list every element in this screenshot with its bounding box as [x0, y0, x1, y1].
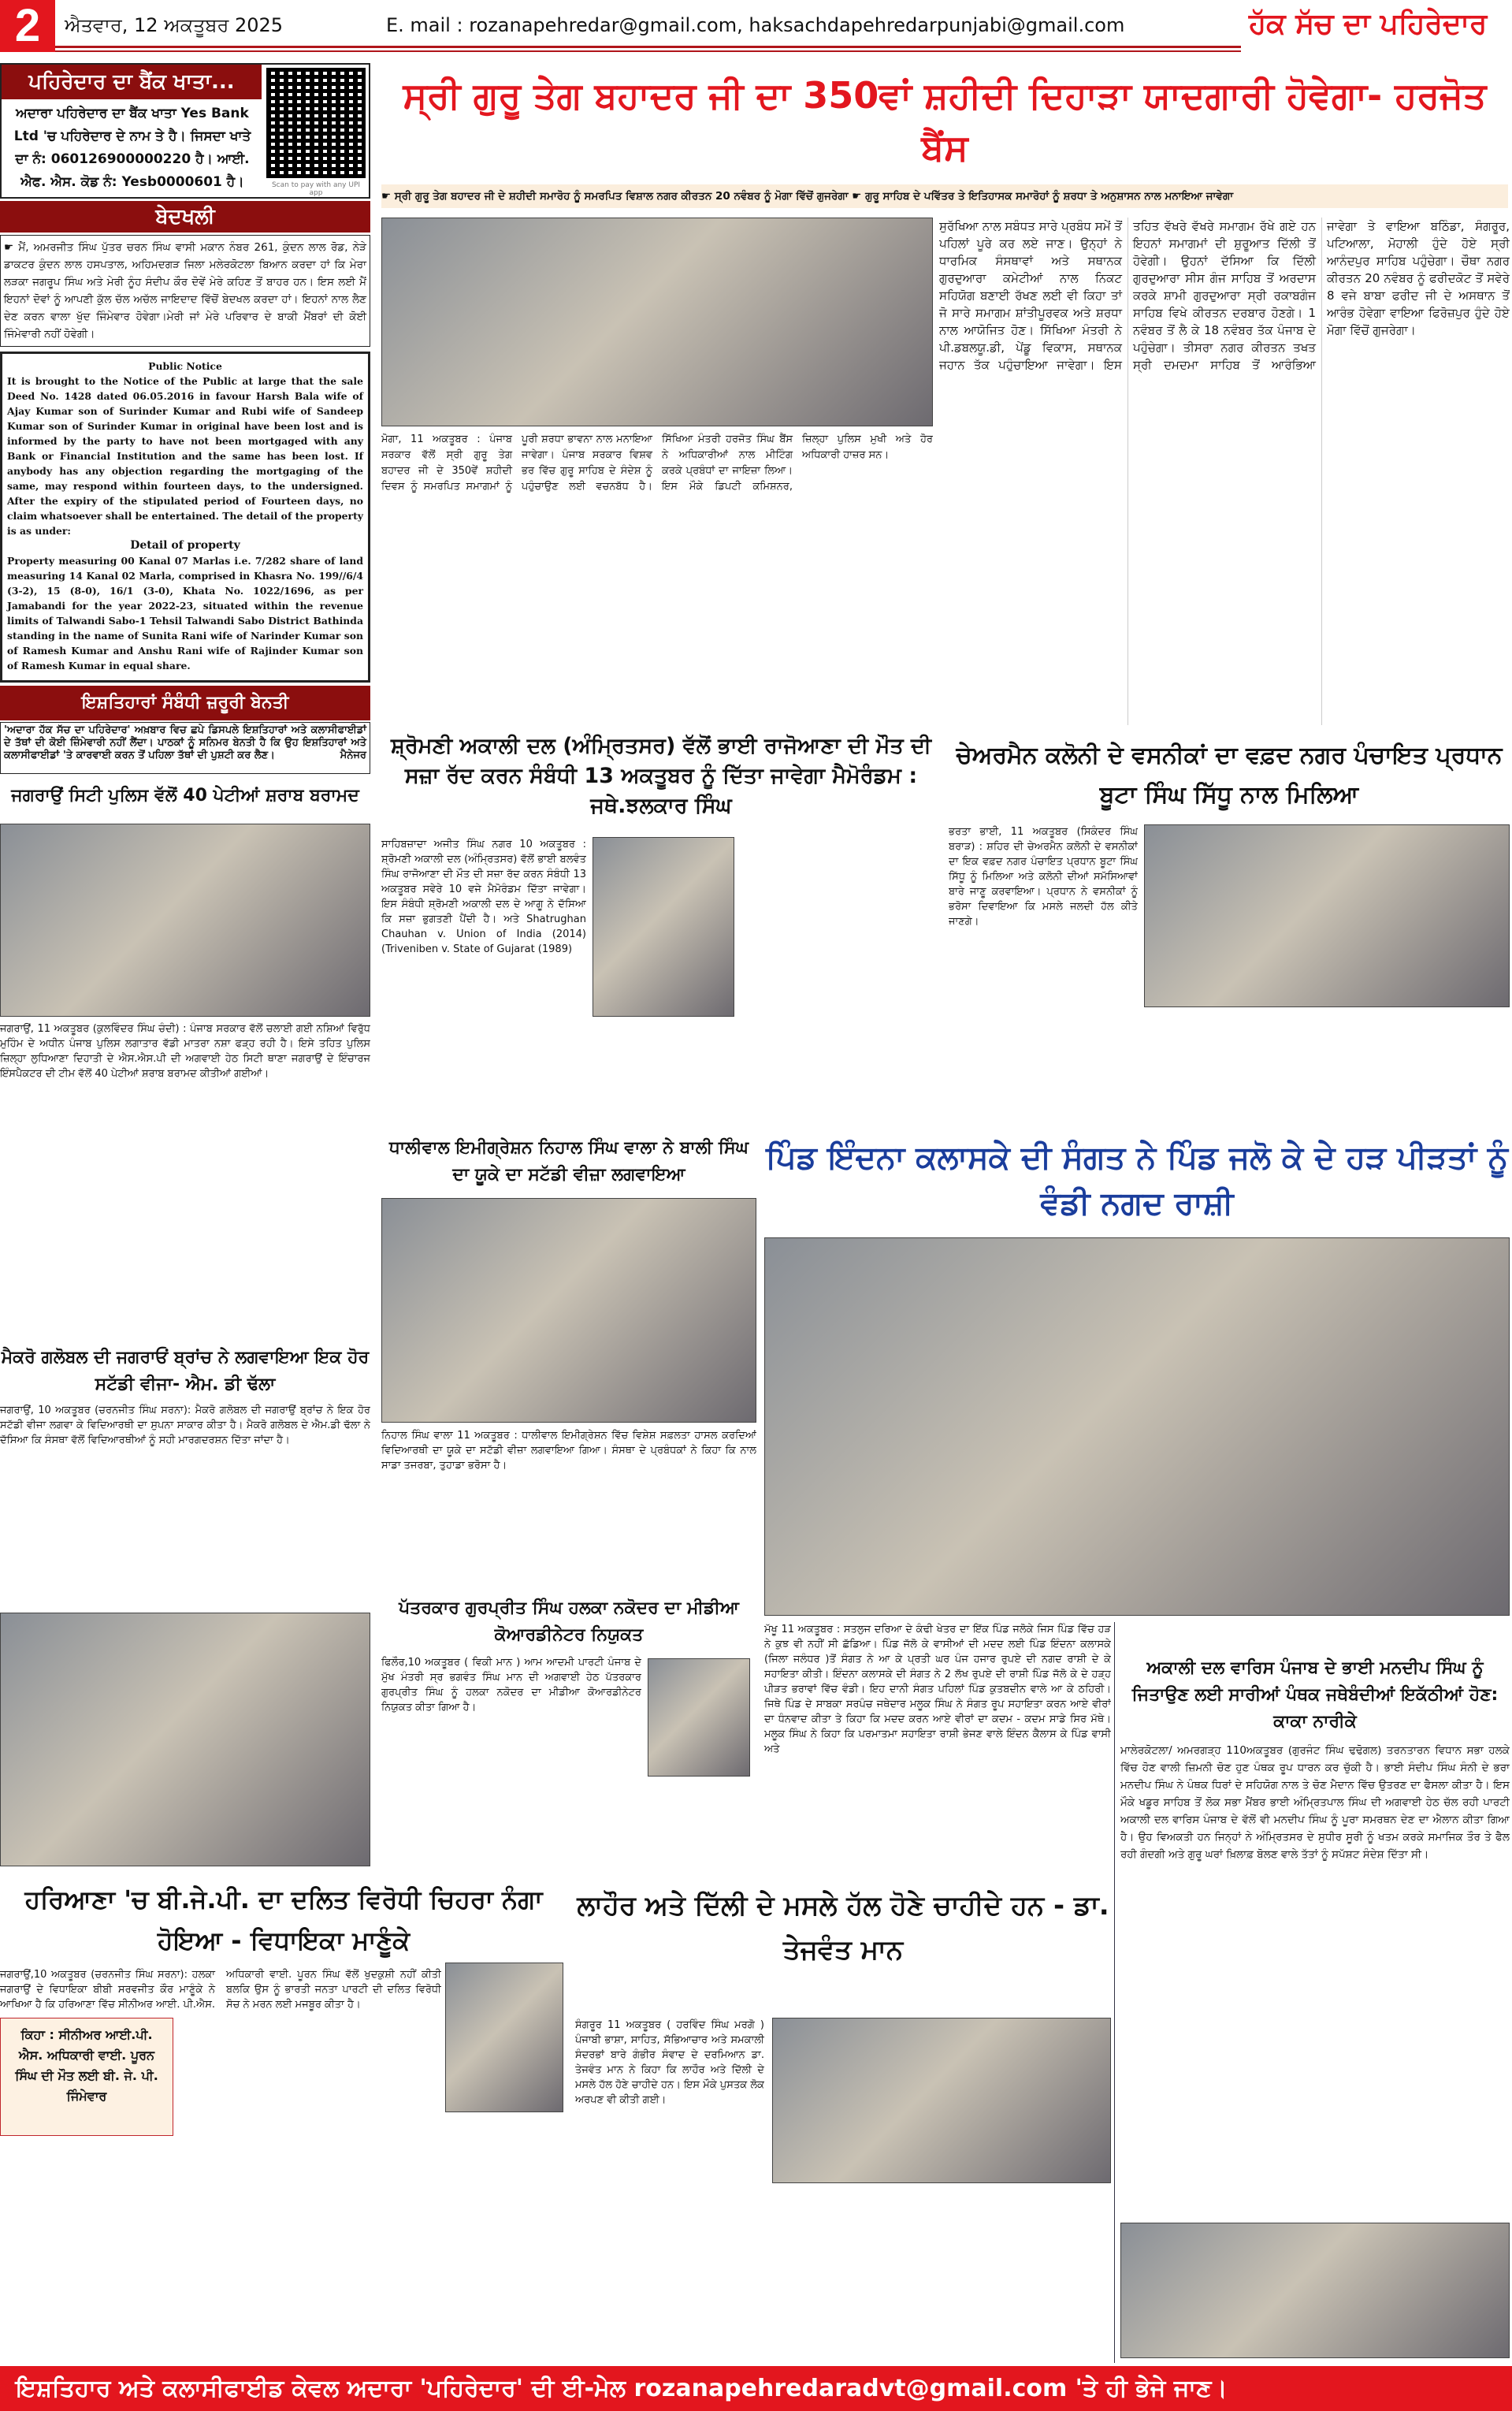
upi-qr-code[interactable]: [266, 68, 366, 178]
akali-body: ਸਾਹਿਬਜ਼ਾਦਾ ਅਜੀਤ ਸਿੰਘ ਨਗਰ 10 ਅਕਤੂਬਰ : ਸ਼੍ਰੋਮਣੀ ਅਕਾਲੀ ਦਲ (ਅੰਮ੍ਰਿਤਸਰ) ਵੱਲੋਂ ਭਾਈ ਬਲਵੰਤ ਸਿੰਘ ਰਾਜੋਆਣਾ ਦੀ ਮੌਤ ਦੀ ਸਜ਼ਾ ਰੱਦ ਕਰਨ ਸੰਬੰਧੀ 13 ਅਕਤੂਬਰ ਸਵੇਰੇ 10 ਵਜੇ ਮੈਮੋਰੰਡਮ ਦਿੱਤਾ ਜਾਵੇਗਾ। ਇਸ ਸੰਬੰਧੀ ਸ਼੍ਰੋਮਣੀ ਅਕਾਲੀ ਦਲ ਦੇ ਆਗੂ ਨੇ ਦੱਸਿਆ ਕਿ ਸਜ਼ਾ ਭੁਗਤਣੀ ਪੈਂਦੀ ਹੈ। ਅਤੇ Shatrughan Chauhan v. Union of India (2014) (Triveniben v. State of Gujarat (1989): [381, 839, 586, 955]
patrakar-headline: ਪੱਤਰਕਾਰ ਗੁਰਪ੍ਰੀਤ ਸਿੰਘ ਹਲਕਾ ਨਕੋਦਰ ਦਾ ਮੀਡੀਆ ਕੋਆਰਡੀਨੇਟਰ ਨਿਯੁਕਤ: [399, 1598, 739, 1645]
bank-account-box: [0, 63, 370, 199]
bedakhli-text: ☛ ਮੈਂ, ਅਮਰਜੀਤ ਸਿੰਘ ਪੁੱਤਰ ਚਰਨ ਸਿੰਘ ਵਾਸੀ ਮਕਾਨ ਨੰਬਰ 261, ਕੁੰਦਨ ਲਾਲ ਰੋਡ, ਨੇੜੇ ਡਾਕਟਰ ਕੁੰਦਨ ਲਾਲ ਹਸਪਤਾਲ, ਅਹਿਮਦਗੜ ਜਿਲਾ ਮਲੇਰਕੋਟਲਾ ਬਿਆਨ ਕਰਦਾ ਹਾਂ ਕਿ ਮੇਰਾ ਲੜਕਾ ਜਗਰੂਪ ਸਿੰਘ ਅਤੇ ਮੇਰੀ ਨੂੰਹ ਸੰਦੀਪ ਕੌਰ ਦੋਵੇਂ ਮੇਰੇ ਕਹਿਣ ਤੋਂ ਬਾਹਰ ਹਨ। ਇਸ ਲਈ ਮੈਂ ਇਹਨਾਂ ਦੋਵਾਂ ਨੂੰ ਆਪਣੀ ਕੁੱਲ ਚੱਲ ਅਚੱਲ ਜਾਇਦਾਦ ਵਿੱਚੋਂ ਬੇਦਖਲ ਕਰਦਾ ਹਾਂ। ਇਹਨਾਂ ਨਾਲ ਲੈਣ ਦੇਣ ਕਰਨ ਵਾਲਾ ਖੁੱਦ ਜਿੰਮੇਵਾਰ ਹੋਵੇਗਾ।ਮੇਰੀ ਜਾਂ ਮੇਰੇ ਪਰਿਵਾਰ ਦੇ ਬਾਕੀ ਮੈਂਬਰਾਂ ਦੀ ਕੋਈ ਜਿੰਮੇਵਾਰੀ ਨਹੀਂ ਹੋਵੇਗੀ।: [0, 235, 370, 347]
macro-global-body: ਜਗਰਾਉਂ, 10 ਅਕਤੂਬਰ (ਚਰਨਜੀਤ ਸਿੰਘ ਸਰਨਾ): ਮੈਕਰੋ ਗਲੋਬਲ ਦੀ ਜਗਰਾਉਂ ਬ੍ਰਾਂਚ ਨੇ ਇਕ ਹੋਰ ਸਟੱਡੀ ਵੀਜਾ ਲਗਵਾ ਕੇ ਵਿਦਿਆਰਥੀ ਦਾ ਸੁਪਨਾ ਸਾਕਾਰ ਕੀਤਾ ਹੈ। ਮੈਕਰੋ ਗਲੋਬਲ ਦੇ ਐਮ.ਡੀ ਢੱਲਾ ਨੇ ਦੱਸਿਆ ਕਿ ਸੰਸਥਾ ਵੱਲੋਂ ਵਿਦਿਆਰਥੀਆਂ ਨੂੰ ਸਹੀ ਮਾਰਗਦਰਸ਼ਨ ਦਿੱਤਾ ਜਾਂਦਾ ਹੈ।: [0, 1405, 370, 1446]
issue-date: ਐਤਵਾਰ, 12 ਅਕਤੂਬਰ 2025: [65, 14, 284, 36]
bank-title: ਪਹਿਰੇਦਾਰ ਦਾ ਬੈਂਕ ਖਾਤਾ...: [2, 65, 262, 99]
colony-headline: ਚੇਅਰਮੈਨ ਕਲੋਨੀ ਦੇ ਵਸਨੀਕਾਂ ਦਾ ਵਫ਼ਦ ਨਗਰ ਪੰਚਾਇਤ ਪ੍ਰਧਾਨ ਬੂਟਾ ਸਿੰਘ ਸਿੱਧੂ ਨਾਲ ਮਿਲਿਆ: [949, 736, 1510, 815]
masthead-logo: ਹੱਕ ਸੱਚ ਦਾ ਪਹਿਰੇਦਾਰ: [1249, 8, 1488, 40]
indna-headline: ਪਿੰਡ ਇੰਦਨਾ ਕਲਾਸਕੇ ਦੀ ਸੰਗਤ ਨੇ ਪਿੰਡ ਜਲੋ ਕੇ ਦੇ ਹੜ ਪੀੜਤਾਂ ਨੂੰ ਵੰਡੀ ਨਗਦ ਰਾਸ਼ੀ: [766, 1140, 1508, 1222]
contact-email: E. mail : rozanapehredar@gmail.com, haksachdapehredarpunjabi@gmail.com: [386, 14, 1125, 36]
public-notice: [0, 352, 370, 683]
waris-event-photo: [1120, 2223, 1510, 2358]
notice-body: It is brought to the Notice of the Public at large that the sale Deed No. 1428 dated 06.05.2016 in favour Harsh Bala wife of Ajay Kumar son of Surinder Kumar and Rubi wife of Sandeep Kumar son of Surinder Kumar in original have been lost and is informed by the party to have not been mortgaged with any Bank or Financial Institution and the same has been lost. If anybody has any objection regarding the mortgaging of the same, may respond within fourteen days, to the undersigned. After the expiry of the stipulated period of Fourteen days, no claim whatsoever shall be entertained. The detail of the property is as under:: [7, 375, 363, 537]
book-release-photo: [772, 2018, 1111, 2183]
notice-subtitle: Detail of property: [130, 539, 240, 552]
waris-headline: ਅਕਾਲੀ ਦਲ ਵਾਰਿਸ ਪੰਜਾਬ ਦੇ ਭਾਈ ਮਨਦੀਪ ਸਿੰਘ ਨੂੰ ਜਿਤਾਉਣ ਲਈ ਸਾਰੀਆਂ ਪੰਥਕ ਜਥੇਬੰਦੀਆਂ ਇਕੱਠੀਆਂ ਹੋਣ: ਕਾਕਾ ਨਾਰੀਕੇ: [1131, 1658, 1499, 1732]
patrakar-body: ਫਿਲੌਰ,10 ਅਕਤੂਬਰ ( ਵਿਕੀ ਮਾਨ ) ਆਮ ਆਦਮੀ ਪਾਰਟੀ ਪੰਜਾਬ ਦੇ ਮੁੱਖ ਮੰਤਰੀ ਸ੍ਰ ਭਗਵੰਤ ਸਿੰਘ ਮਾਨ ਦੀ ਅਗਵਾਈ ਹੇਠ ਪੱਤਰਕਾਰ ਗੁਰਪ੍ਰੀਤ ਸਿੰਘ ਨੂੰ ਹਲਕਾ ਨਕੋਦਰ ਦਾ ਮੀਡੀਆ ਕੋਆਰਡੀਨੇਟਰ ਨਿਯੁਕਤ ਕੀਤਾ ਗਿਆ ਹੈ।: [381, 1657, 641, 1713]
page-number: 2: [0, 0, 55, 52]
jagraon-body: ਜਗਰਾਉਂ, 11 ਅਕਤੂਬਰ (ਕੁਲਵਿੰਦਰ ਸਿੰਘ ਚੰਦੀ) : ਪੰਜਾਬ ਸਰਕਾਰ ਵੱਲੋਂ ਚਲਾਈ ਗਈ ਨਸ਼ਿਆਂ ਵਿਰੁੱਧ ਮੁਹਿੰਮ ਦੇ ਅਧੀਨ ਪੰਜਾਬ ਪੁਲਿਸ ਲਗਾਤਾਰ ਵੱਡੀ ਮਾਤਰਾ ਨਸ਼ਾ ਫੜ੍ਹ ਰਹੀ ਹੈ। ਇਸੇ ਤਹਿਤ ਪੁਲਿਸ ਜ਼ਿਲ੍ਹਾ ਲੁਧਿਆਣਾ ਦਿਹਾਤੀ ਦੇ ਐਸ.ਐਸ.ਪੀ ਦੀ ਅਗਵਾਈ ਹੇਠ ਸਿਟੀ ਥਾਣਾ ਜਗਰਾਉਂ ਦੇ ਇੰਚਾਰਜ ਇੰਸਪੈਕਟਰ ਦੀ ਟੀਮ ਵੱਲੋਂ 40 ਪੇਟੀਆਂ ਸ਼ਰਾਬ ਬਰਾਮਦ ਕੀਤੀਆਂ ਗਈਆਂ।: [0, 1023, 370, 1080]
main-body-right: ਸੁਰੱਖਿਆ ਨਾਲ ਸਬੰਧਤ ਸਾਰੇ ਪ੍ਰਬੰਧ ਸਮੇਂ ਤੋਂ ਪਹਿਲਾਂ ਪੂਰੇ ਕਰ ਲਏ ਜਾਣ। ਉਨ੍ਹਾਂ ਨੇ ਧਾਰਮਿਕ ਸੰਸਥਾਵਾਂ ਅਤੇ ਸਥਾਨਕ ਗੁਰਦੁਆਰਾ ਕਮੇਟੀਆਂ ਨਾਲ ਨਿਕਟ ਸਹਿਯੋਗ ਬਣਾਈ ਰੱਖਣ ਲਈ ਵੀ ਕਿਹਾ ਤਾਂ ਜੋ ਸਾਰੇ ਸਮਾਗਮ ਸ਼ਾਂਤੀਪੂਰਵਕ ਅਤੇ ਸ਼ਰਧਾ ਨਾਲ ਆਯੋਜਿਤ ਹੋਣ। ਸਿੱਖਿਆ ਮੰਤਰੀ ਨੇ ਪੀ.ਡਬਲਯੂ.ਡੀ, ਪੇਂਡੂ ਵਿਕਾਸ, ਸਥਾਨਕ ਜਹਾਨ ਤੱਕ ਪਹੁੰਚਾਇਆ ਜਾਵੇਗਾ। ਇਸ ਤਹਿਤ ਵੱਖਰੇ ਵੱਖਰੇ ਸਮਾਗਮ ਰੱਖੇ ਗਏ ਹਨ ਇਹਨਾਂ ਸਮਾਗਮਾਂ ਦੀ ਸ਼ੁਰੂਆਤ ਦਿੱਲੀ ਤੋਂ ਹੋਵੇਗੀ। ਉਹਨਾਂ ਦੱਸਿਆ ਕਿ ਦਿੱਲੀ ਗੁਰਦੁਆਰਾ ਸੀਸ ਗੰਜ ਸਾਹਿਬ ਤੋਂ ਅਰਦਾਸ ਕਰਕੇ ਸ਼ਾਮੀ ਗੁਰਦੁਆਰਾ ਸ੍ਰੀ ਰਕਾਬਗੰਜ ਸਾਹਿਬ ਵਿਖੇ ਕੀਰਤਨ ਦਰਬਾਰ ਹੋਣਗੇ। 1 ਨਵੰਬਰ ਤੋਂ ਲੈ ਕੇ 18 ਨਵੰਬਰ ਤੱਕ ਪੰਜਾਬ ਦੇ ਪਹੁੰਚੇਗਾ। ਤੀਸਰਾ ਨਗਰ ਕੀਰਤਨ ਤਖਤ ਸ੍ਰੀ ਦਮਦਮਾ ਸਾਹਿਬ ਤੋਂ ਆਰੰਭਿਆ ਜਾਵੇਗਾ ਤੇ ਵਾਇਆ ਬਠਿੰਡਾ, ਸੰਗਰੂਰ, ਪਟਿਆਲਾ, ਮੋਹਾਲੀ ਹੁੰਦੇ ਹੋਏ ਸ੍ਰੀ ਆਨੰਦਪੁਰ ਸਾਹਿਬ ਪਹੁੰਚੇਗਾ। ਚੌਥਾ ਨਗਰ ਕੀਰਤਨ 20 ਨਵੰਬਰ ਨੂੰ ਫਰੀਦਕੋਟ ਤੋਂ ਸਵੇਰੇ 8 ਵਜੇ ਬਾਬਾ ਫਰੀਦ ਜੀ ਦੇ ਅਸਥਾਨ ਤੋਂ ਆਰੰਭ ਹੋਵੇਗਾ ਵਾਇਆ ਫਿਰੋਜ਼ਪੁਰ ਹੁੰਦੇ ਹੋਏ ਮੋਗਾ ਵਿੱਚੋਂ ਗੁਜਰੇਗਾ।: [939, 219, 1510, 372]
ad-request-text: [0, 722, 370, 774]
police-photo: [0, 824, 370, 1017]
lahore-body: ਸੰਗਰੂਰ 11 ਅਕਤੂਬਰ ( ਹਰਵਿੰਦ ਸਿੰਘ ਮਰਗੋ ) ਪੰਜਾਬੀ ਭਾਸ਼ਾ, ਸਾਹਿਤ, ਸੱਭਿਆਚਾਰ ਅਤੇ ਸਮਕਾਲੀ ਸੰਦਰਭਾਂ ਬਾਰੇ ਗੰਭੀਰ ਸੰਵਾਦ ਦੇ ਦਰਮਿਆਨ ਡਾ. ਤੇਜਵੰਤ ਮਾਨ ਨੇ ਕਿਹਾ ਕਿ ਲਾਹੌਰ ਅਤੇ ਦਿੱਲੀ ਦੇ ਮਸਲੇ ਹੱਲ ਹੋਣੇ ਚਾਹੀਦੇ ਹਨ। ਇਸ ਮੌਕੇ ਪੁਸਤਕ ਲੋਕ ਅਰਪਣ ਵੀ ਕੀਤੀ ਗਈ।: [575, 2019, 764, 2106]
visa-photo: [381, 1198, 756, 1423]
footer-banner: ਇਸ਼ਤਿਹਾਰ ਅਤੇ ਕਲਾਸੀਫਾਈਡ ਕੇਵਲ ਅਦਾਰਾ 'ਪਹਿਰੇਦਾਰ' ਦੀ ਈ-ਮੇਲ rozanapehredaradvt@gmail.com 'ਤੇ ਹੀ ਭੇਜੇ ਜਾਣ।: [0, 2366, 1512, 2411]
gurpreet-photo: [648, 1658, 750, 1777]
notice-detail: Property measuring 00 Kanal 07 Marlas i.e. 7/282 share of land measuring 14 Kanal 02 Marla, comprised in Khasra No. 199//6/4 (3-2), 15 (8-0), 16/1 (3-0), Khata No. 1022/1696, as per Jamabandi for the year 2022-23, situated within the revenue limits of Talwandi Sabo-1 Tehsil Talwandi Sabo District Bathinda standing in the name of Sunita Rani wife of Narinder Kumar son of Ramesh Kumar and Anshu Rani wife of Rajinder Kumar son of Ramesh Kumar in equal share.: [7, 555, 363, 672]
main-headline: ਸ੍ਰੀ ਗੁਰੂ ਤੇਗ ਬਹਾਦਰ ਜੀ ਦਾ 350ਵਾਂ ਸ਼ਹੀਦੀ ਦਿਹਾੜਾ ਯਾਦਗਾਰੀ ਹੋਵੇਗਾ- ਹਰਜੋਤ ਬੈਂਸ: [403, 74, 1487, 169]
haryana-quote-box: ਕਿਹਾ : ਸੀਨੀਅਰ ਆਈ.ਪੀ. ਐਸ. ਅਧਿਕਾਰੀ ਵਾਈ. ਪੂਰਨ ਸਿੰਘ ਦੀ ਮੌਤ ਲਈ ਬੀ. ਜੇ. ਪੀ. ਜਿੰਮੇਵਾਰ: [0, 2018, 173, 2136]
mla-photo: [445, 1963, 563, 2112]
ad-request-title: ਇਸ਼ਤਿਹਾਰਾਂ ਸੰਬੰਧੀ ਜ਼ਰੂਰੀ ਬੇਨਤੀ: [0, 686, 370, 720]
column-divider: [1114, 1622, 1115, 2363]
meeting-photo: [381, 218, 933, 426]
main-subhead: ☛ ਸ੍ਰੀ ਗੁਰੂ ਤੇਗ ਬਹਾਦਰ ਜੀ ਦੇ ਸ਼ਹੀਦੀ ਸਮਾਰੋਹ ਨੂੰ ਸਮਰਪਿਤ ਵਿਸ਼ਾਲ ਨਗਰ ਕੀਰਤਨ 20 ਨਵੰਬਰ ਨੂੰ ਮੋਗਾ ਵਿੱਚੋਂ ਗੁਜਰੇਗਾ ☛ ਗੁਰੂ ਸਾਹਿਬ ਦੇ ਪਵਿੱਤਰ ਤੇ ਇਤਿਹਾਸਕ ਸਮਾਰੋਹਾਂ ਨੂੰ ਸ਼ਰਧਾ ਤੇ ਅਨੁਸ਼ਾਸਨ ਨਾਲ ਮਨਾਇਆ ਜਾਵੇਗਾ: [381, 184, 1508, 208]
macro-office-photo: [0, 1613, 370, 1866]
main-body-left: ਮੋਗਾ, 11 ਅਕਤੂਬਰ : ਪੰਜਾਬ ਸਰਕਾਰ ਵੱਲੋਂ ਸ੍ਰੀ ਗੁਰੂ ਤੇਗ ਬਹਾਦਰ ਜੀ ਦੇ 350ਵੇਂ ਸ਼ਹੀਦੀ ਦਿਵਸ ਨੂੰ ਸਮਰਪਿਤ ਸਮਾਗਮਾਂ ਨੂੰ ਪੂਰੀ ਸ਼ਰਧਾ ਭਾਵਨਾ ਨਾਲ ਮਨਾਇਆ ਜਾਵੇਗਾ। ਪੰਜਾਬ ਸਰਕਾਰ ਵਿਸ਼ਵ ਭਰ ਵਿੱਚ ਗੁਰੂ ਸਾਹਿਬ ਦੇ ਸੰਦੇਸ਼ ਨੂੰ ਪਹੁੰਚਾਉਣ ਲਈ ਵਚਨਬੱਧ ਹੈ। ਸਿੱਖਿਆ ਮੰਤਰੀ ਹਰਜੋਤ ਸਿੰਘ ਬੈਂਸ ਨੇ ਅਧਿਕਾਰੀਆਂ ਨਾਲ ਮੀਟਿੰਗ ਕਰਕੇ ਪ੍ਰਬੰਧਾਂ ਦਾ ਜਾਇਜ਼ਾ ਲਿਆ। ਇਸ ਮੌਕੇ ਡਿਪਟੀ ਕਮਿਸ਼ਨਰ, ਜ਼ਿਲ੍ਹਾ ਪੁਲਿਸ ਮੁਖੀ ਅਤੇ ਹੋਰ ਅਧਿਕਾਰੀ ਹਾਜ਼ਰ ਸਨ।: [381, 433, 933, 493]
indna-body: ਮੱਖੂ 11 ਅਕਤੂਬਰ : ਸਤਲੁਜ ਦਰਿਆ ਦੇ ਕੰਢੀ ਖੇਤਰ ਦਾ ਇੱਕ ਪਿੰਡ ਜਲੋਕੇ ਜਿਸ ਪਿੰਡ ਵਿੱਚ ਹੜ ਨੇ ਕੁਝ ਵੀ ਨਹੀਂ ਸੀ ਛੱਡਿਆ। ਪਿੰਡ ਜੱਲੋ ਕੇ ਵਾਸੀਆਂ ਦੀ ਮਦਦ ਲਈ ਪਿੰਡ ਇੰਦਨਾ ਕਲਾਸਕੇ (ਜਿਲਾ ਜਲੰਧਰ )ਤੋਂ ਸੰਗਤ ਨੇ ਆ ਕੇ ਪ੍ਰਤੀ ਘਰ ਪੰਜ ਹਜਾਰ ਰੁਪਏ ਦੀ ਨਗਦ ਰਾਸ਼ੀ ਦੇ ਕੇ ਸਹਾਇਤਾ ਕੀਤੀ। ਇੰਦਨਾ ਕਲਾਸਕੇ ਦੀ ਸੰਗਤ ਨੇ 2 ਲੱਖ ਰੁਪਏ ਦੀ ਰਾਸ਼ੀ ਪਿੰਡ ਜੱਲੋ ਕੇ ਦੇ ਹੜ੍ਹ ਪੀੜਤ ਭਰਾਵਾਂ ਵਿੱਚ ਵੰਡੀ। ਇਹ ਦਾਨੀ ਸੰਗਤ ਪਹਿਲਾਂ ਪਿੰਡ ਕੁਤਬਦੀਨ ਵਾਲੇ ਆ ਕੇ ਠਹਿਰੀ। ਜਿਥੇ ਪਿੰਡ ਦੇ ਸਾਬਕਾ ਸਰਪੰਚ ਜਥੇਦਾਰ ਮਲੂਕ ਸਿੰਘ ਨੇ ਸੰਗਤ ਰੂਪ ਸਹਾਇਤਾ ਕਰਨ ਆਏ ਵੀਰਾਂ ਦਾ ਧੰਨਵਾਦ ਕੀਤਾ ਤੇ ਕਿਹਾ ਕਿ ਮਦਦ ਕਰਨ ਆਏ ਵੀਰਾਂ ਦਾ ਕਦਮ - ਕਦਮ ਸਾਡੇ ਸਿਰ ਮੱਥੇ। ਮਲੂਕ ਸਿੰਘ ਨੇ ਕਿਹਾ ਕਿ ਪਰਮਾਤਮਾ ਸਹਾਇਤਾ ਰਾਸ਼ੀ ਭੇਜਣ ਵਾਲੇ ਇੰਦਨ ਕੈਲਾਸ ਕੇ ਪਿੰਡ ਵਾਸੀ ਅਤੇ: [764, 1624, 1111, 1755]
bank-text: ਅਦਾਰਾ ਪਹਿਰੇਦਾਰ ਦਾ ਬੈਂਕ ਖਾਤਾ Yes Bank Ltd 'ਚ ਪਹਿਰੇਦਾਰ ਦੇ ਨਾਮ ਤੇ ਹੈ। ਜਿਸਦਾ ਖਾਤੇ ਦਾ ਨੰ: 060126900000220 ਹੈ। ਆਈ. ਐਫ. ਐਸ. ਕੋਡ ਨੰ: Yesb0000601 ਹੈ।: [13, 106, 251, 190]
masthead-rule-thin: [55, 50, 1241, 52]
ad-request-body: 'ਅਦਾਰਾ ਹੱਕ ਸੱਚ ਦਾ ਪਹਿਰੇਦਾਰ' ਅਖ਼ਬਾਰ ਵਿਚ ਛਪੇ ਡਿਸਪਲੇ ਇਸ਼ਤਿਹਾਰਾਂ ਅਤੇ ਕਲਾਸੀਫਾਈਡਾਂ ਦੇ ਤੱਥਾਂ ਦੀ ਕੋਈ ਜ਼ਿੰਮੇਵਾਰੀ ਨਹੀਂ ਲੈਂਦਾ। ਪਾਠਕਾਂ ਨੂੰ ਸਨਿਮਰ ਬੇਨਤੀ ਹੈ ਕਿ ਉਹ ਇਸ਼ਤਿਹਾਰਾਂ ਅਤੇ ਕਲਾਸੀਫਾਈਡਾਂ 'ਤੇ ਕਾਰਵਾਈ ਕਰਨ ਤੋਂ ਪਹਿਲਾ ਤੱਥਾਂ ਦੀ ਪੁਸ਼ਟੀ ਕਰ ਲੈਣ।: [4, 724, 366, 761]
qr-caption: Scan to pay with any UPI app: [271, 181, 361, 197]
dhaliwal-headline: ਧਾਲੀਵਾਲ ਇਮੀਗ੍ਰੇਸ਼ਨ ਨਿਹਾਲ ਸਿੰਘ ਵਾਲਾ ਨੇ ਬਾਲੀ ਸਿੰਘ ਦਾ ਯੂਕੇ ਦਾ ਸਟੱਡੀ ਵੀਜ਼ਾ ਲਗਵਾਇਆ: [389, 1138, 749, 1185]
waris-body: ਮਾਲੇਰਕੋਟਲਾ/ ਅਮਰਗੜ੍ਹ 110ਅਕਤੂਬਰ (ਗੁਰਜੰਟ ਸਿੰਘ ਢਢੋਗਲ) ਤਰਨਤਾਰਨ ਵਿਧਾਨ ਸਭਾ ਹਲਕੇ ਵਿੱਚ ਹੋਣ ਵਾਲੀ ਜ਼ਿਮਨੀ ਚੋਣ ਹੁਣ ਪੰਥਕ ਰੂਪ ਧਾਰਨ ਕਰ ਚੁੱਕੀ ਹੈ। ਭਾਈ ਸੰਦੀਪ ਸਿੰਘ ਸੰਨੀ ਦੇ ਭਰਾ ਮਨਦੀਪ ਸਿੰਘ ਨੇ ਪੰਥਕ ਧਿਰਾਂ ਦੇ ਸਹਿਯੋਗ ਨਾਲ ਤੇ ਚੋਣ ਮੈਦਾਨ ਵਿੱਚ ਉਤਰਣ ਦਾ ਫੈਸਲਾ ਕੀਤਾ ਹੈ। ਇਸ ਮੌਕੇ ਖਡੂਰ ਸਾਹਿਬ ਤੋਂ ਲੋਕ ਸਭਾ ਮੈਂਬਰ ਭਾਈ ਅੰਮ੍ਰਿਤਪਾਲ ਸਿੰਘ ਦੀ ਅਗਵਾਈ ਹੇਠ ਚੱਲ ਰਹੀ ਪਾਰਟੀ ਅਕਾਲੀ ਦਲ ਵਾਰਿਸ ਪੰਜਾਬ ਦੇ ਵੱਲੋਂ ਵੀ ਮਨਦੀਪ ਸਿੰਘ ਨੂੰ ਪੂਰਾ ਸਮਰਥਨ ਦੇਣ ਦਾ ਐਲਾਨ ਕੀਤਾ ਗਿਆ ਹੈ। ਉਹ ਵਿਅਕਤੀ ਹਨ ਜਿਨ੍ਹਾਂ ਨੇ ਅੰਮ੍ਰਿਤਸਰ ਦੇ ਸੁਧੀਰ ਸੂਰੀ ਨੂੰ ਖਤਮ ਕਰਕੇ ਸਮਾਜਿਕ ਤੌਰ ਤੇ ਫੈਲ ਰਹੀ ਗੰਦਗੀ ਅਤੇ ਗੁਰੂ ਘਰਾਂ ਖ਼ਿਲਾਫ਼ ਬੋਲਣ ਵਾਲੇ ਤੱਤਾਂ ਨੂੰ ਸਪੱਸ਼ਟ ਸੰਦੇਸ਼ ਦਿੱਤਾ ਸੀ।: [1120, 1744, 1510, 1861]
haryana-body: ਜਗਰਾਉਂ,10 ਅਕਤੂਬਰ (ਚਰਨਜੀਤ ਸਿੰਘ ਸਰਨਾ): ਹਲਕਾ ਜਗਰਾਉਂ ਦੇ ਵਿਧਾਇਕਾ ਬੀਬੀ ਸਰਵਜੀਤ ਕੌਰ ਮਾਣੂੰਕੇ ਨੇ ਆਖਿਆ ਹੈ ਕਿ ਹਰਿਆਣਾ ਵਿੱਚ ਸੀਨੀਅਰ ਆਈ. ਪੀ.ਐਸ. ਅਧਿਕਾਰੀ ਵਾਈ. ਪੂਰਨ ਸਿੰਘ ਵੱਲੋਂ ਖੁਦਕੁਸ਼ੀ ਨਹੀਂ ਕੀਤੀ ਬਲਕਿ ਉਸ ਨੂੰ ਭਾਰਤੀ ਜਨਤਾ ਪਾਰਟੀ ਦੀ ਦਲਿਤ ਵਿਰੋਧੀ ਸੋਚ ਨੇ ਮਰਨ ਲਈ ਮਜਬੂਰ ਕੀਤਾ ਹੈ।: [0, 1969, 441, 2011]
colony-body: ਭਰਤਾ ਭਾਈ, 11 ਅਕਤੂਬਰ (ਸਿਕੰਦਰ ਸਿੰਘ ਬਰਾੜ) : ਸ਼ਹਿਰ ਦੀ ਚੇਅਰਮੈਨ ਕਲੋਨੀ ਦੇ ਵਸਨੀਕਾਂ ਦਾ ਇਕ ਵਫ਼ਦ ਨਗਰ ਪੰਚਾਇਤ ਪ੍ਰਧਾਨ ਬੂਟਾ ਸਿੰਘ ਸਿੱਧੂ ਨੂੰ ਮਿਲਿਆ ਅਤੇ ਕਲੋਨੀ ਦੀਆਂ ਸਮੱਸਿਆਵਾਂ ਬਾਰੇ ਜਾਣੂ ਕਰਵਾਇਆ। ਪ੍ਰਧਾਨ ਨੇ ਵਸਨੀਕਾਂ ਨੂੰ ਭਰੋਸਾ ਦਿਵਾਇਆ ਕਿ ਮਸਲੇ ਜਲਦੀ ਹੱਲ ਕੀਤੇ ਜਾਣਗੇ।: [949, 826, 1138, 928]
dhaliwal-body: ਨਿਹਾਲ ਸਿੰਘ ਵਾਲਾ 11 ਅਕਤੂਬਰ : ਧਾਲੀਵਾਲ ਇਮੀਗ੍ਰੇਸ਼ਨ ਵਿੱਚ ਵਿਸ਼ੇਸ਼ ਸਫ਼ਲਤਾ ਹਾਸਲ ਕਰਦਿਆਂ ਵਿਦਿਆਰਥੀ ਦਾ ਯੂਕੇ ਦਾ ਸਟੱਡੀ ਵੀਜ਼ਾ ਲਗਵਾਇਆ ਗਿਆ। ਸੰਸਥਾ ਦੇ ਪ੍ਰਬੰਧਕਾਂ ਨੇ ਕਿਹਾ ਕਿ ਨਾਲ ਸਾਡਾ ਤਜਰਬਾ, ਤੁਹਾਡਾ ਭਰੋਸਾ ਹੈ।: [381, 1430, 756, 1472]
lahore-headline: ਲਾਹੌਰ ਅਤੇ ਦਿੱਲੀ ਦੇ ਮਸਲੇ ਹੱਲ ਹੋਣੇ ਚਾਹੀਦੇ ਹਨ - ਡਾ. ਤੇਜਵੰਤ ਮਾਨ: [577, 1890, 1109, 1966]
notice-title: Public Notice: [148, 360, 222, 372]
colony-delegation-photo: [1144, 824, 1510, 1007]
jathedar-photo: [593, 837, 734, 1017]
bedakhli-title: ਬੇਦਖਲੀ: [0, 201, 370, 233]
haryana-headline: ਹਰਿਆਣਾ 'ਚ ਬੀ.ਜੇ.ਪੀ. ਦਾ ਦਲਿਤ ਵਿਰੋਧੀ ਚਿਹਰਾ ਨੰਗਾ ਹੋਇਆ - ਵਿਧਾਇਕਾ ਮਾਣੂੰਕੇ: [24, 1885, 543, 1955]
akali-headline: ਸ਼੍ਰੋਮਣੀ ਅਕਾਲੀ ਦਲ (ਅੰਮ੍ਰਿਤਸਰ) ਵੱਲੋਂ ਭਾਈ ਰਾਜੋਆਣਾ ਦੀ ਮੌਤ ਦੀ ਸਜ਼ਾ ਰੱਦ ਕਰਨ ਸੰਬੰਧੀ 13 ਅਕਤੂਬਰ ਨੂੰ ਦਿੱਤਾ ਜਾਵੇਗਾ ਮੈਮੋਰੰਡਮ : ਜਥੇ.ਝਲਕਾਰ ਸਿੰਘ: [381, 731, 941, 821]
flood-relief-photo: [764, 1237, 1510, 1616]
macro-global-headline: ਮੈਕਰੋ ਗਲੋਬਲ ਦੀ ਜਗਰਾਓਂ ਬ੍ਰਾਂਚ ਨੇ ਲਗਵਾਇਆ ਇਕ ਹੋਰ ਸਟੱਡੀ ਵੀਜਾ- ਐਮ. ਡੀ ਢੱਲਾ: [1, 1348, 370, 1394]
jagraon-headline: ਜਗਰਾਉਂ ਸਿਟੀ ਪੁਲਿਸ ਵੱਲੋਂ 40 ਪੇਟੀਆਂ ਸ਼ਰਾਬ ਬਰਾਮਦ: [11, 786, 359, 806]
manager-signature: ਮੈਨੇਜਰ: [340, 750, 366, 761]
masthead-rule: [55, 46, 1241, 48]
